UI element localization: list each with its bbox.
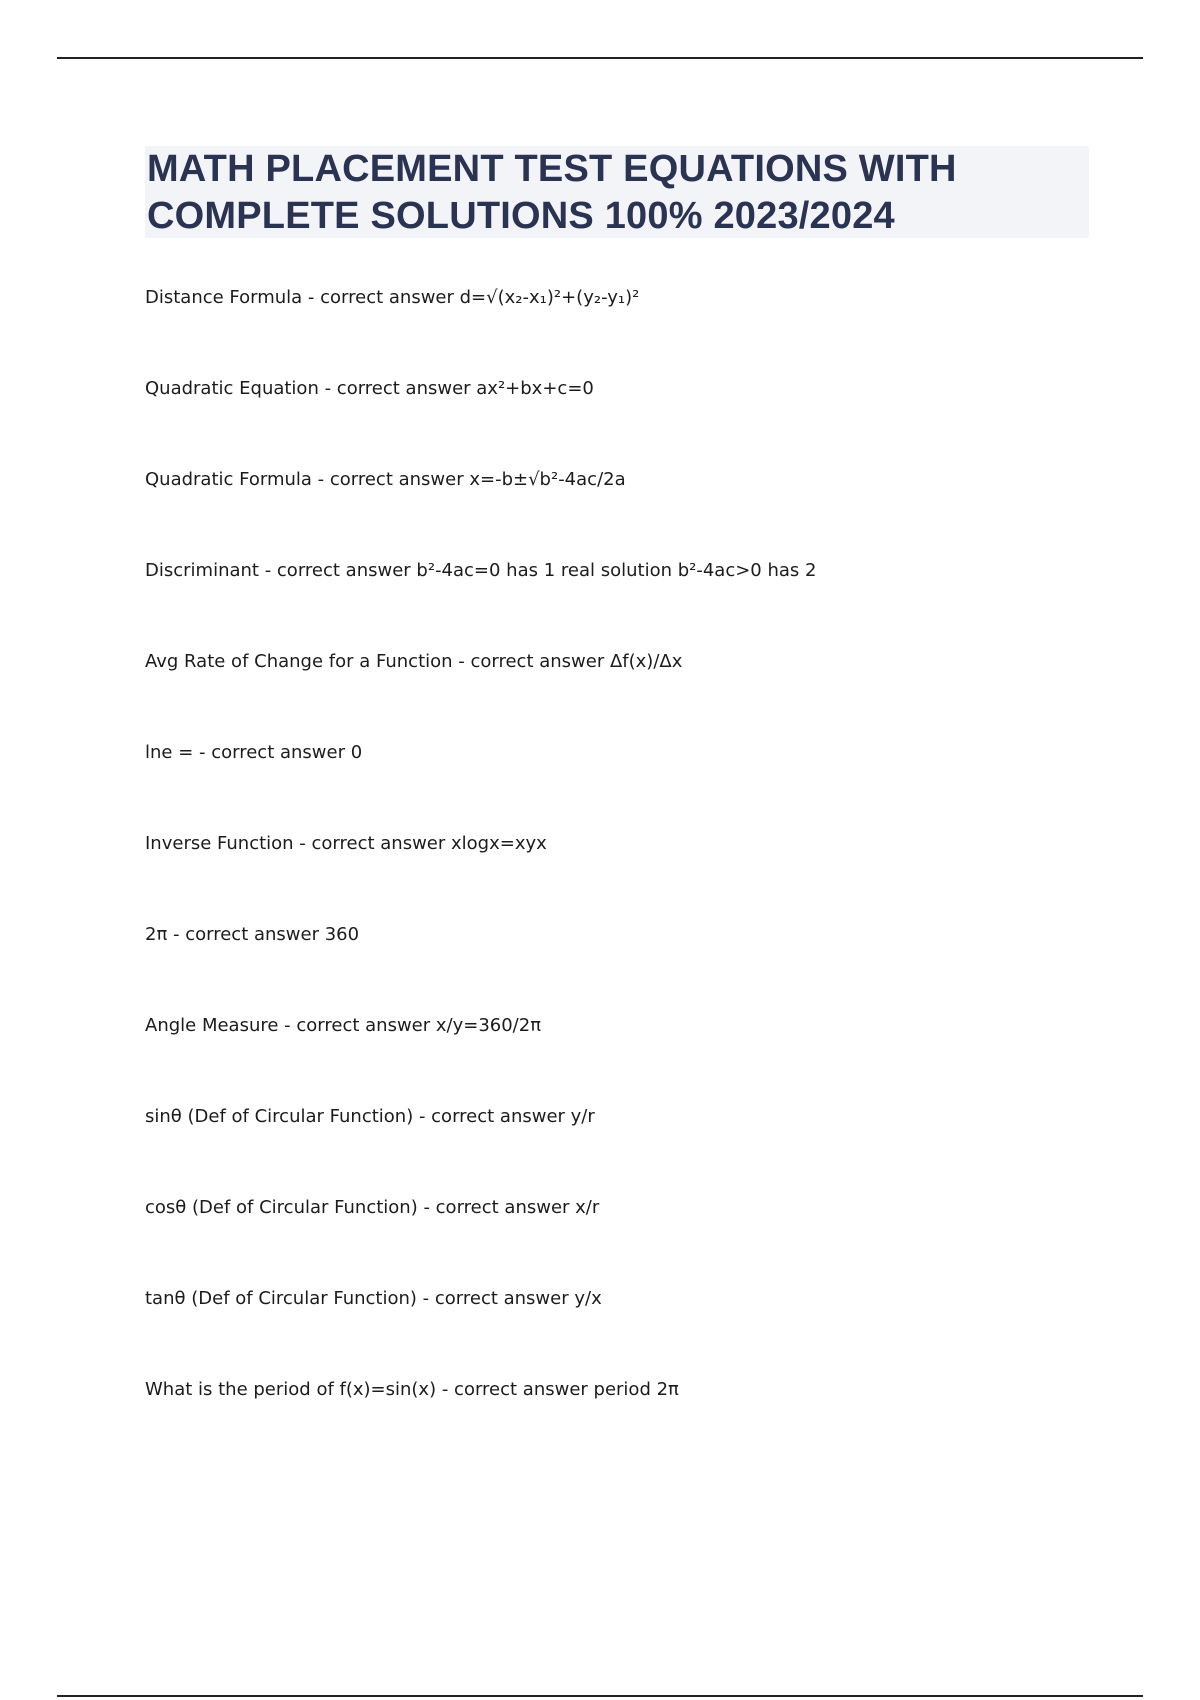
qa-item: Quadratic Formula - correct answer x=-b±√b²-4ac/2a	[145, 469, 626, 490]
qa-item: Quadratic Equation - correct answer ax²+bx+c=0	[145, 378, 594, 399]
qa-item: What is the period of f(x)=sin(x) - correct answer period 2π	[145, 1379, 679, 1400]
qa-item: Inverse Function - correct answer xlogx=xyx	[145, 833, 547, 854]
qa-item: lne = - correct answer 0	[145, 742, 363, 763]
qa-item: Angle Measure - correct answer x/y=360/2π	[145, 1015, 542, 1036]
qa-item: Avg Rate of Change for a Function - correct answer Δf(x)/Δx	[145, 651, 683, 672]
title-line-1: MATH PLACEMENT TEST EQUATIONS WITH	[147, 148, 957, 190]
title-line-2: COMPLETE SOLUTIONS 100% 2023/2024	[147, 195, 895, 237]
qa-list	[145, 280, 1095, 1463]
qa-item: Distance Formula - correct answer d=√(x₂-x₁)²+(y₂-y₁)²	[145, 287, 640, 308]
title-block	[145, 146, 1089, 238]
qa-item: 2π - correct answer 360	[145, 924, 360, 945]
qa-item: cosθ (Def of Circular Function) - correct answer x/r	[145, 1197, 600, 1218]
document-title	[147, 146, 1089, 240]
top-rule	[57, 57, 1143, 59]
bottom-rule	[57, 1695, 1143, 1697]
qa-item: Discriminant - correct answer b²-4ac=0 has 1 real solution b²-4ac>0 has 2	[145, 560, 817, 581]
qa-item: sinθ (Def of Circular Function) - correct answer y/r	[145, 1106, 595, 1127]
qa-item: tanθ (Def of Circular Function) - correct answer y/x	[145, 1288, 602, 1309]
